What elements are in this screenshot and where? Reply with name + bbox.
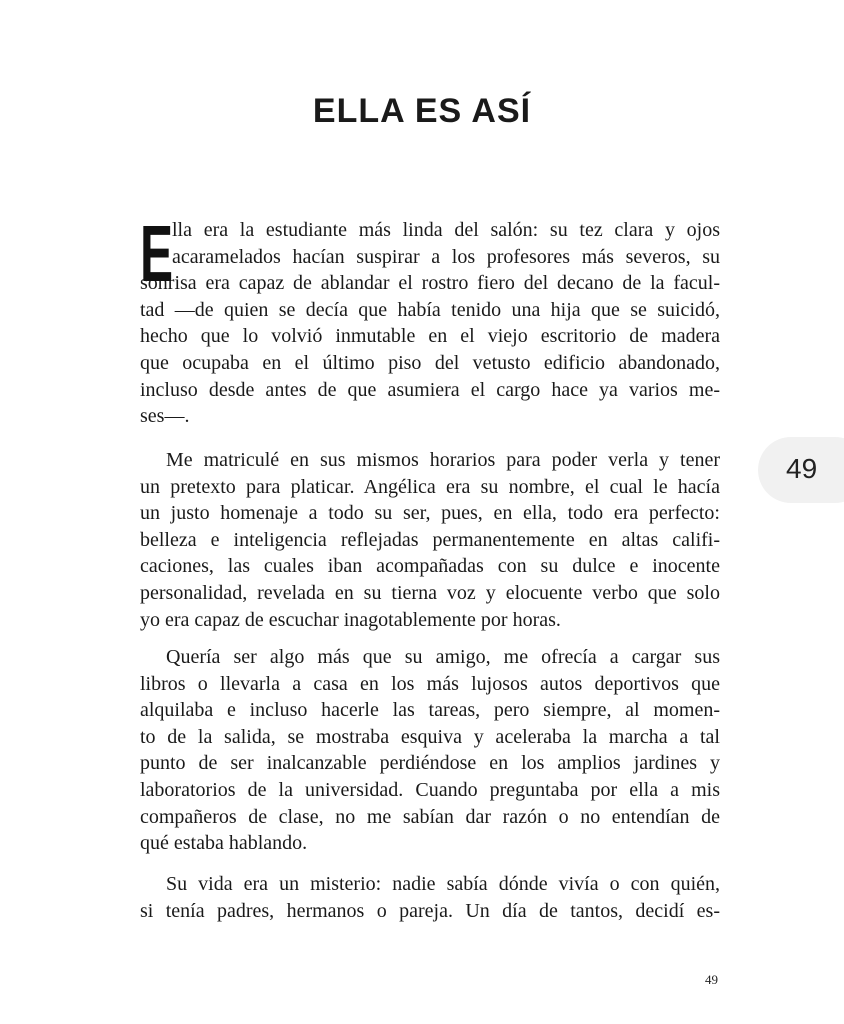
text-line: un pretexto para platicar. Angélica era su nombre, el cual le hacía xyxy=(140,475,720,498)
chapter-title: ELLA ES ASÍ xyxy=(312,92,532,130)
text-line: incluso desde antes de que asumiera el cargo hace ya varios me- xyxy=(140,378,720,401)
page-folio: 49 xyxy=(705,972,718,987)
text-line: Me matriculé en sus mismos horarios para poder verla y tener xyxy=(166,449,720,471)
text-line: personalidad, revelada en su tierna voz y elocuente verbo que solo xyxy=(140,581,720,604)
text-line: belleza e inteligencia reflejadas permanentemente en altas califi- xyxy=(140,528,720,551)
page-number-tab xyxy=(758,437,844,503)
text-line: qué estaba hablando. xyxy=(140,832,308,855)
drop-cap: E xyxy=(140,209,174,298)
text-line: Su vida era un misterio: nadie sabía dónde vivía o con quién, xyxy=(166,873,720,895)
text-line: que ocupaba en el último piso del vetusto edificio abandonado, xyxy=(140,351,720,374)
text-line: punto de ser inalcanzable perdiéndose en los amplios jardines y xyxy=(140,752,720,775)
text-line: compañeros de clase, no me sabían dar razón o no entendían de xyxy=(140,805,720,828)
text-line: yo era capaz de escuchar inagotablemente por horas. xyxy=(140,608,561,631)
paragraph-3 xyxy=(140,644,720,857)
text-line: un justo homenaje a todo su ser, pues, en ella, todo era perfecto: xyxy=(140,502,720,525)
text-line: caciones, las cuales iban acompañadas con su dulce e inocente xyxy=(140,555,720,578)
paragraph-2 xyxy=(140,447,720,633)
text-line: tad —de quien se decía que había tenido una hija que se suicidó, xyxy=(140,298,720,321)
text-line: alquilaba e incluso hacerle las tareas, pero siempre, al momen- xyxy=(140,699,720,722)
text-line: ses—. xyxy=(140,405,190,428)
paragraph-1 xyxy=(140,209,720,430)
page-number-tab-label: 49 xyxy=(786,453,818,484)
text-line: libros o llevarla a casa en los más lujosos autos deportivos que xyxy=(140,672,720,695)
text-line: to de la salida, se mostraba esquiva y aceleraba la marcha a tal xyxy=(140,725,720,748)
text-line: hecho que lo volvió inmutable en el viejo escritorio de madera xyxy=(140,325,720,348)
paragraph-4 xyxy=(140,871,720,924)
text-line: acaramelados hacían suspirar a los profesores más severos, su xyxy=(172,245,720,268)
text-line: si tenía padres, hermanos o pareja. Un día de tantos, decidí es- xyxy=(140,899,720,922)
text-line: laboratorios de la universidad. Cuando preguntaba por ella a mis xyxy=(140,778,720,801)
text-line: lla era la estudiante más linda del salón: su tez clara y ojos xyxy=(172,219,720,241)
text-line: Quería ser algo más que su amigo, me ofrecía a cargar sus xyxy=(166,646,720,668)
text-line: sonrisa era capaz de ablandar el rostro fiero del decano de la facul- xyxy=(140,272,720,295)
